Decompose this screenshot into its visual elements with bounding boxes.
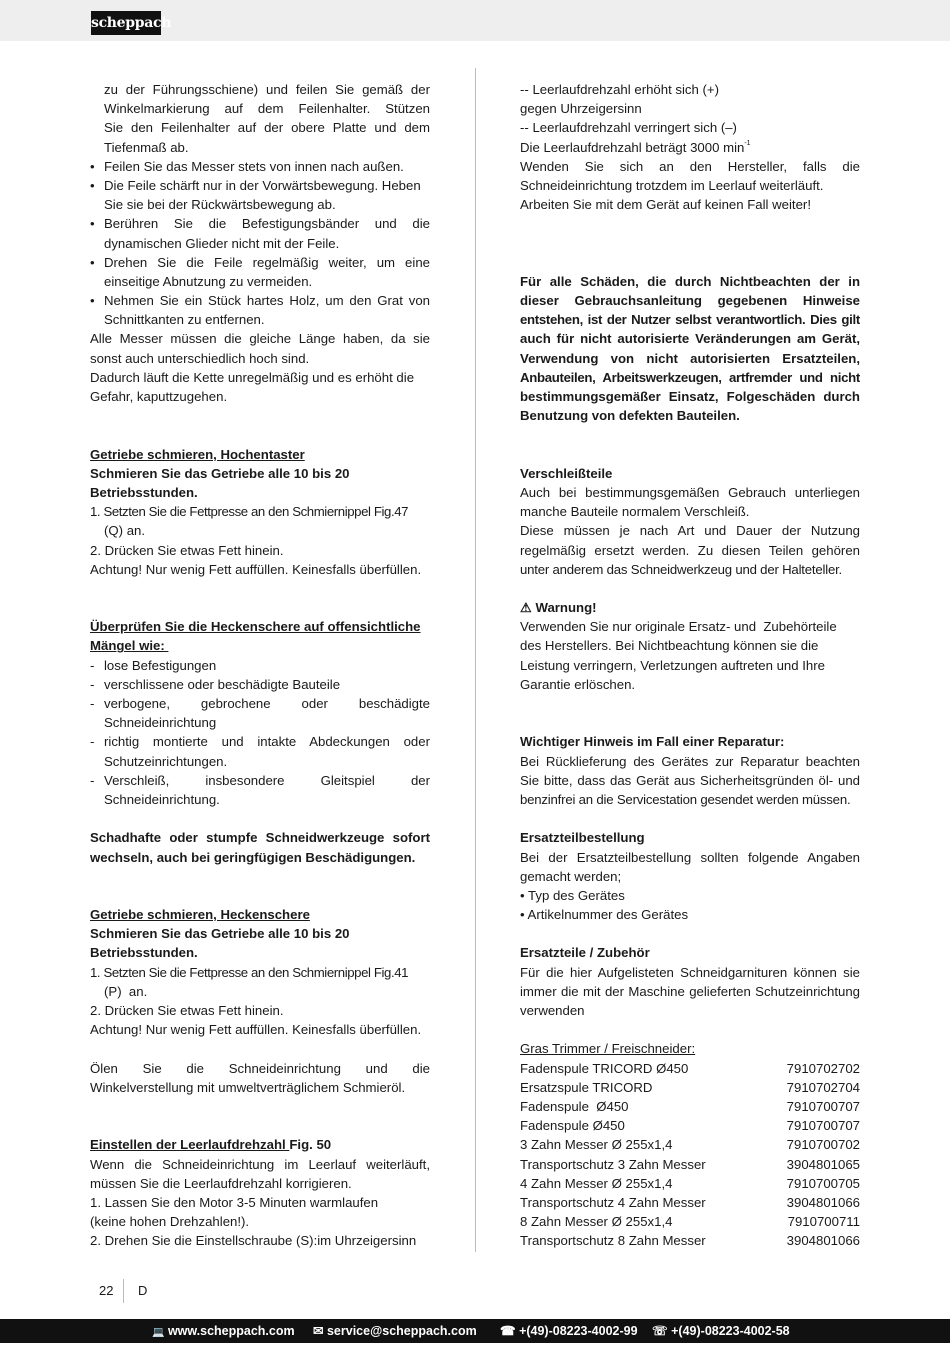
mail-icon: ✉ — [313, 1324, 324, 1338]
text-line: -- Leerlaufdrehzahl erhöht sich (+) — [520, 82, 720, 97]
text-line: (keine hohen Drehzahlen!). — [90, 1214, 250, 1230]
text-line: dynamischen Glieder nicht mit der Feile. — [104, 235, 340, 251]
bullet-item: • Die Feile schärft nur in der Vorwärtsbewegung. Heben — [90, 177, 421, 193]
warning-icon: ⚠ — [520, 600, 532, 616]
text-line: Arbeiten Sie mit dem Gerät auf keinen Fall weiter! — [520, 197, 811, 213]
text-line: Benutzung von defekten Bauteilen. — [520, 408, 740, 424]
text-line: zu der Führungsschiene) und feilen Sie gemäß der — [104, 82, 430, 97]
footer-phone — [500, 1319, 638, 1343]
email-link[interactable]: service@scheppach.com — [326, 1324, 477, 1338]
page-separator — [123, 1279, 124, 1303]
text-line: immer die mit der Maschine gelieferten Schutzeinrichtung — [520, 983, 860, 999]
text-line: regelmäßig ersetzt werden. Zu diesen Teilen gehören — [520, 542, 860, 558]
text-line: bestimmungsgemäßer Einsatz, Folgeschäden durch — [520, 389, 860, 404]
text-line: Bei der Ersatzteilbestellung sollten folgende Angaben — [520, 849, 860, 865]
section-heading: Verschleißteile — [520, 465, 613, 481]
text-line: Schneideinrichtung — [104, 715, 217, 731]
parts-row: Transportschutz 4 Zahn Messer 3904801066 — [520, 1194, 860, 1210]
text-line: 1. Setzten Sie die Fettpresse an den Schmiernippel Fig.41 — [90, 964, 409, 980]
section-heading: Wichtiger Hinweis im Fall einer Reparatur: — [520, 734, 785, 750]
text-line: wechseln, auch bei geringfügigen Beschädigungen. — [90, 849, 416, 865]
text-line: Für alle Schäden, die durch Nichtbeachten der in — [520, 273, 860, 289]
text-line: 2. Drücken Sie etwas Fett hinein. — [90, 542, 284, 558]
section-heading: Getriebe schmieren, Hochentaster — [90, 446, 305, 462]
text-line: Leistung verringern, Verletzungen auftreten und Ihre — [520, 657, 825, 673]
section-heading: Überprüfen Sie die Heckenschere auf offensichtliche — [90, 619, 421, 635]
dash-item: - lose Befestigungen — [90, 657, 217, 673]
text-line: Diese müssen je nach Art und Dauer der Nutzung — [520, 523, 860, 539]
text-line: Betriebsstunden. — [90, 945, 198, 961]
column-divider — [475, 68, 476, 1252]
website-link[interactable]: www.scheppach.com — [167, 1324, 295, 1338]
text-line: Wenn die Schneideinrichtung im Leerlauf weiterläuft, — [90, 1156, 430, 1172]
text-line: Tiefenmaß ab. — [104, 139, 189, 155]
text-line: Bei Rücklieferung des Gerätes zur Reparatur beachten — [520, 753, 860, 769]
text-line: Dadurch läuft die Kette unregelmäßig und es erhöht die — [90, 369, 415, 385]
dash-item: - verbogene, gebrochene oder beschädigte — [90, 696, 430, 711]
text-line: Betriebsstunden. — [90, 484, 198, 500]
section-heading: ⚠ Warnung! — [520, 598, 860, 617]
text-line: (Q) an. — [104, 523, 146, 539]
text-line: Achtung! Nur wenig Fett auffüllen. Keinesfalls überfüllen. — [90, 561, 422, 577]
header-bar — [0, 0, 950, 41]
language-code: D — [138, 1283, 148, 1298]
section-heading: Mängel wie: — [90, 638, 169, 654]
text-line: Achtung! Nur wenig Fett auffüllen. Keinesfalls überfüllen. — [90, 1022, 422, 1038]
parts-row: Fadenspule Ø450 7910700707 — [520, 1098, 860, 1114]
section-heading: Getriebe schmieren, Heckenschere — [90, 907, 310, 923]
text-line: gemacht werden; — [520, 868, 622, 884]
text-line: 1. Lassen Sie den Motor 3-5 Minuten warmlaufen — [90, 1194, 379, 1210]
text-line: Schnittkanten zu entfernen. — [104, 312, 265, 328]
footer-bar — [0, 1319, 950, 1343]
text-line: entstehen, ist der Nutzer selbst verantwortlich. Dies gilt — [520, 312, 860, 328]
list-item: • Artikelnummer des Gerätes — [520, 907, 689, 923]
phone-number: +(49)-08223-4002-99 — [519, 1324, 638, 1338]
section-heading: Einstellen der Leerlaufdrehzahl Fig. 50 — [90, 1137, 332, 1153]
dash-item: - Verschleiß, insbesondere Gleitspiel der — [90, 772, 430, 788]
section-heading: Ersatzteile / Zubehör — [520, 945, 650, 961]
left-column — [90, 80, 430, 1250]
text-line: Garantie erlöschen. — [520, 676, 636, 692]
list-item: • Typ des Gerätes — [520, 887, 625, 903]
text-line: manche Bauteile normalem Verschleiß. — [520, 504, 750, 520]
parts-row: Ersatzspule TRICORD 7910702704 — [520, 1079, 860, 1095]
parts-row: Transportschutz 8 Zahn Messer 3904801066 — [520, 1233, 860, 1249]
text-line: Sie bitte, dass das Gerät aus Sicherheitsgründen öl- und — [520, 772, 860, 788]
scheppach-logo: scheppach — [91, 11, 161, 35]
text-line: einseitige Abnutzung zu vermeiden. — [104, 273, 313, 289]
text-line: verwenden — [520, 1003, 585, 1018]
text-line: Winkelverstellung mit umweltverträglichem Schmieröl. — [90, 1079, 406, 1095]
text-line: (P) an. — [104, 983, 148, 999]
text-line: Schneideinrichtung trotzdem im Leerlauf weiterläuft. — [520, 177, 824, 193]
text-line: dieser Gebrauchsanleitung gegebenen Hinweise — [520, 293, 860, 309]
text-line: Winkelmarkierung auf dem Feilenhalter. Stützen — [104, 101, 430, 117]
dash-item: - richtig montierte und intakte Abdeckungen oder — [90, 734, 430, 750]
text-line: Sie sie bei der Rückwärtsbewegung ab. — [104, 197, 336, 213]
text-line: gegen Uhrzeigersinn — [520, 101, 642, 117]
footer-mail[interactable] — [313, 1319, 477, 1343]
text-line: Anbauteilen, Arbeitswerkzeugen, artfremder und nicht — [520, 369, 860, 385]
text-line: sonst auch unterschiedlich hoch sind. — [90, 350, 310, 366]
parts-row: 4 Zahn Messer Ø 255x1,4 7910700705 — [520, 1175, 860, 1191]
footer-web[interactable] — [152, 1319, 295, 1345]
text-line: unter anderem das Schneidwerkzeug und der Halteteller. — [520, 561, 843, 577]
bullet-item: • Drehen Sie die Feile regelmäßig weiter, um eine — [90, 254, 430, 270]
computer-icon: 💻 — [152, 1327, 165, 1338]
text-line: -- Leerlaufdrehzahl verringert sich (–) — [520, 120, 737, 136]
text-line: auch für nicht autorisierte Veränderungen am Gerät, — [520, 331, 860, 347]
phone-icon: ☎ — [500, 1324, 516, 1338]
footer-fax — [652, 1319, 790, 1343]
text-line: Für die hier Aufgelisteten Schneidgarnituren können sie — [520, 964, 860, 980]
section-heading: Ersatzteilbestellung — [520, 830, 645, 846]
right-column — [520, 80, 860, 1250]
text-line: Verwendung von nicht autorisierten Ersatzteilen, — [520, 350, 860, 366]
text-line: Die Leerlaufdrehzahl beträgt 3000 $\min^{-1}$ — [520, 139, 751, 155]
text-line: 2. Drehen Sie die Einstellschraube (S):im Uhrzeigersinn — [90, 1233, 417, 1249]
text-line: Verwenden Sie nur originale Ersatz- und Zubehörteile — [520, 619, 837, 635]
text-line: Gefahr, kaputtzugehen. — [90, 389, 228, 404]
page-number: 22 — [99, 1283, 114, 1298]
parts-heading: Gras Trimmer / Freischneider: — [520, 1041, 696, 1057]
dash-item: - verschlissene oder beschädigte Bauteile — [90, 676, 341, 692]
text-line: Auch bei bestimmungsgemäßen Gebrauch unterliegen — [520, 484, 860, 500]
parts-row: Fadenspule Ø450 7910700707 — [520, 1118, 860, 1134]
bullet-item: • Feilen Sie das Messer stets von innen nach außen. — [90, 158, 404, 174]
parts-row: Transportschutz 3 Zahn Messer 3904801065 — [520, 1156, 860, 1172]
text-line: Ölen Sie die Schneideinrichtung und die — [90, 1060, 430, 1076]
bullet-item: • Nehmen Sie ein Stück hartes Holz, um den Grat von — [90, 293, 430, 309]
text-line: Schadhafte oder stumpfe Schneidwerkzeuge sofort — [90, 830, 430, 846]
text-line: Schmieren Sie das Getriebe alle 10 bis 20 — [90, 465, 350, 481]
text-line: des Herstellers. Bei Nichtbeachtung können sie die — [520, 638, 819, 654]
text-line: müssen Sie die Leerlaufdrehzahl korrigieren. — [90, 1175, 352, 1191]
text-line: Alle Messer müssen die gleiche Länge haben, da sie — [90, 331, 430, 347]
fax-number: +(49)-08223-4002-58 — [671, 1324, 790, 1338]
text-line: 2. Drücken Sie etwas Fett hinein. — [90, 1003, 284, 1018]
text-line: benzinfrei an die Servicestation gesendet werden müssen. — [520, 791, 851, 807]
text-line: Schutzeinrichtungen. — [104, 753, 228, 769]
parts-row: 3 Zahn Messer Ø 255x1,4 7910700702 — [520, 1137, 860, 1153]
text-line: 1. Setzten Sie die Fettpresse an den Schmiernippel Fig.47 — [90, 504, 409, 520]
bullet-item: • Berühren Sie die Befestigungsbänder und die — [90, 216, 430, 232]
fax-icon: ☏ — [652, 1324, 668, 1338]
text-line: Wenden Sie sich an den Hersteller, falls die — [520, 158, 860, 174]
parts-row: Fadenspule TRICORD Ø450 7910702702 — [520, 1060, 860, 1076]
text-line: Schmieren Sie das Getriebe alle 10 bis 20 — [90, 926, 350, 942]
text-line: Sie den Feilenhalter auf der obere Platte und dem — [104, 120, 430, 136]
text-line: Schneideinrichtung. — [104, 791, 220, 807]
parts-row: 8 Zahn Messer Ø 255x1,4 7910700711 — [520, 1214, 860, 1230]
